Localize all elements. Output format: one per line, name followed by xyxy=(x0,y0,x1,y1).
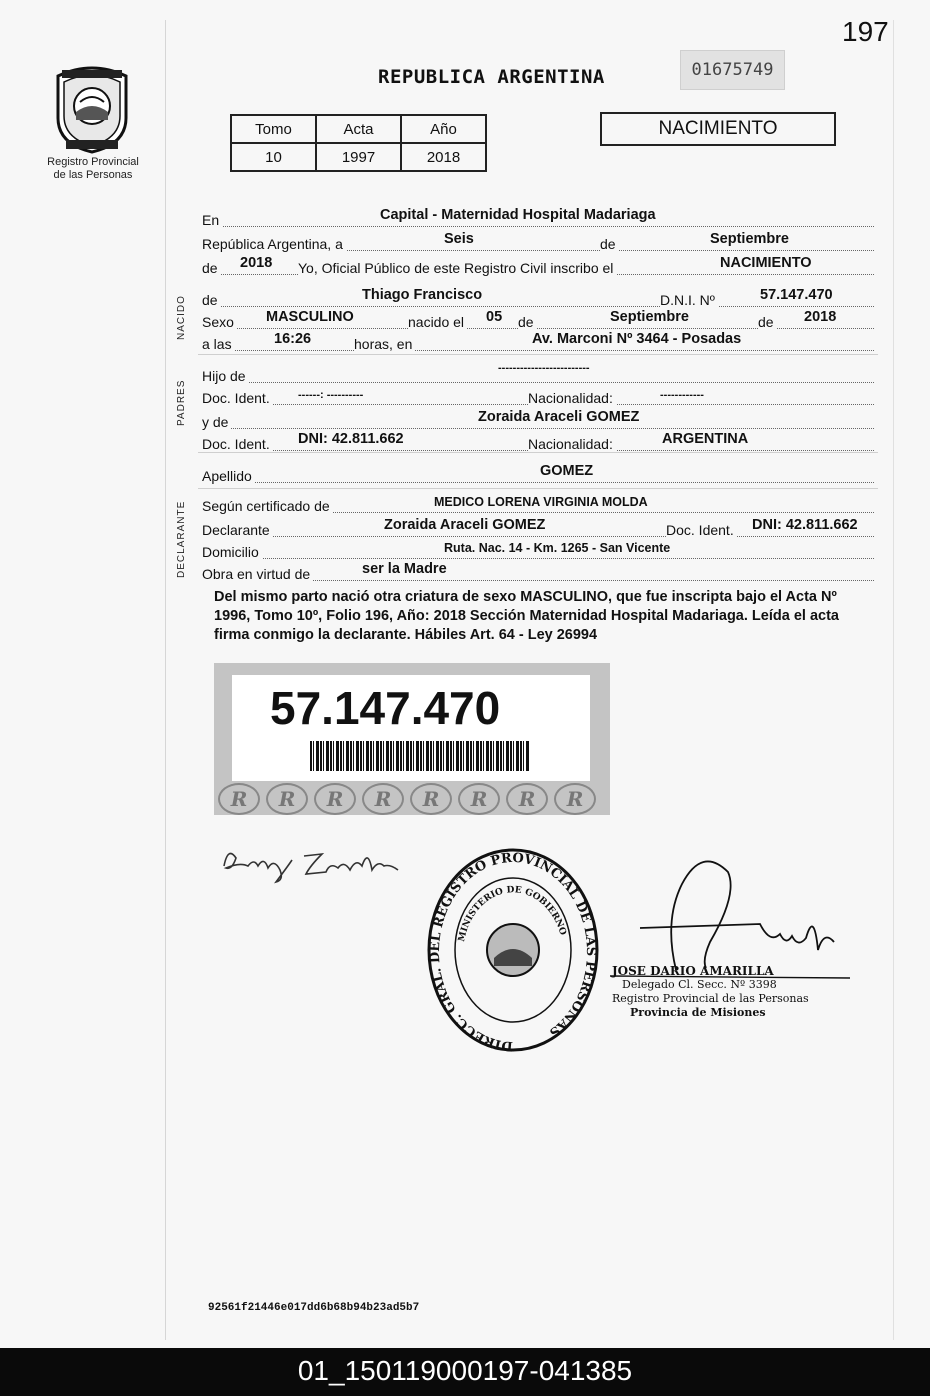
anio-header: Año xyxy=(401,115,486,143)
sexo-label: Sexo xyxy=(202,314,237,330)
birth-year: 2018 xyxy=(804,309,837,325)
country-title: REPUBLICA ARGENTINA xyxy=(378,66,605,88)
father-value: ------------------------- xyxy=(498,362,590,374)
inscribe-value: NACIMIENTO xyxy=(720,255,812,271)
row-father-doc xyxy=(202,382,874,405)
nacido-label: nacido el xyxy=(408,314,467,330)
de-label-5: de xyxy=(758,314,777,330)
stamp-outer-text: DIRECC. GRAL. DEL REGISTRO PROVINCIAL DE LAS PERSONAS xyxy=(427,850,599,1054)
tomo-value: 10 xyxy=(231,143,316,171)
margin-line-right xyxy=(893,20,894,1340)
sexo-value: MASCULINO xyxy=(266,309,354,325)
dni-card xyxy=(214,663,610,815)
acta-value: 1997 xyxy=(316,143,401,171)
republica-label: República Argentina, a xyxy=(202,236,346,252)
section-separator xyxy=(198,488,878,489)
declarante-doc: DNI: 42.811.662 xyxy=(752,517,858,533)
row-mother-doc xyxy=(202,428,874,451)
declarant-signature xyxy=(218,836,418,892)
child-dni: 57.147.470 xyxy=(760,287,833,303)
hijo-label: Hijo de xyxy=(202,368,249,384)
declarante-label: Declarante xyxy=(202,522,273,538)
official-province: Provincia de Misiones xyxy=(630,1006,766,1019)
year-value: 2018 xyxy=(240,255,273,271)
row-mother xyxy=(202,406,874,429)
a-las-label: a las xyxy=(202,336,235,352)
doc-ident-label-1: Doc. Ident. xyxy=(202,390,273,406)
book-reference-table xyxy=(230,114,487,172)
de-label-2: de xyxy=(202,260,221,276)
barcode xyxy=(310,741,530,771)
row-name xyxy=(202,284,874,307)
row-father xyxy=(202,360,874,383)
cert-label: Según certificado de xyxy=(202,498,333,514)
section-separator xyxy=(198,354,878,355)
mother-doc-value: DNI: 42.811.662 xyxy=(298,431,404,447)
de-label-3: de xyxy=(202,292,221,308)
acta-header: Acta xyxy=(316,115,401,143)
father-doc-value: ------: ---------- xyxy=(298,389,364,401)
row-declarant xyxy=(202,514,874,537)
child-name: Thiago Francisco xyxy=(362,287,483,303)
anio-value: 2018 xyxy=(401,143,486,171)
additional-note: Del mismo parto nació otra criatura de sexo MASCULINO, que fue inscripta bajo el Acta Nº 1996, Tomo 10º, Folio 196, Año: 2018 Sección Maternidad Hospital Madariaga. Leída el acta firma conmigo la declarante. Hábiles Art. 64 - Ley 26994 xyxy=(214,589,839,643)
row-place xyxy=(202,204,874,227)
row-date xyxy=(202,228,874,251)
security-mark: R xyxy=(410,783,452,815)
document-hash: 92561f21446e017dd6b68b94b23ad5b7 xyxy=(208,1302,420,1314)
obra-label: Obra en virtud de xyxy=(202,566,313,582)
registry-name-line2: de las Personas xyxy=(53,169,133,181)
file-id-bar: 01_150119000197-041385 xyxy=(0,1348,930,1396)
row-certificate xyxy=(202,490,874,513)
en-label: En xyxy=(202,212,222,228)
mother-value: Zoraida Araceli GOMEZ xyxy=(478,409,640,425)
registry-name xyxy=(30,156,156,182)
row-surname xyxy=(202,460,874,483)
security-pattern xyxy=(214,783,614,815)
official-block xyxy=(612,964,862,1020)
side-label-nacido: NACIDO xyxy=(176,295,187,340)
side-label-declarante: DECLARANTE xyxy=(176,500,187,578)
apellido-value: GOMEZ xyxy=(540,463,594,479)
page-number: 197 xyxy=(842,16,889,47)
dni-card-inner xyxy=(232,675,590,781)
security-mark: R xyxy=(218,783,260,815)
side-label-padres: PADRES xyxy=(176,379,187,426)
de-label-4: de xyxy=(518,314,537,330)
father-nationality: ------------ xyxy=(660,389,704,401)
nacionalidad-label-1: Nacionalidad: xyxy=(528,390,616,406)
de-label-1: de xyxy=(600,236,619,252)
official-role: Delegado Cl. Secc. Nº 3398 xyxy=(622,978,777,991)
serial-number: 01675749 xyxy=(680,50,785,90)
time-value: 16:26 xyxy=(274,331,312,347)
birth-month: Septiembre xyxy=(610,309,689,325)
security-mark: R xyxy=(458,783,500,815)
security-mark: R xyxy=(314,783,356,815)
day-value: Seis xyxy=(444,231,474,247)
official-name: JOSE DARIO AMARILLA xyxy=(612,964,774,978)
row-sex xyxy=(202,306,874,329)
nacionalidad-label-2: Nacionalidad: xyxy=(528,436,616,452)
tomo-header: Tomo xyxy=(231,115,316,143)
stamp-inner-text: MINISTERIO DE GOBIERNO xyxy=(457,885,568,943)
doc-ident-label-2: Doc. Ident. xyxy=(202,436,273,452)
apellido-label: Apellido xyxy=(202,468,255,484)
section-separator xyxy=(198,452,878,453)
cert-value: MEDICO LORENA VIRGINIA MOLDA xyxy=(434,495,648,509)
official-signature xyxy=(610,850,850,980)
row-obra xyxy=(202,558,874,581)
security-mark: R xyxy=(554,783,596,815)
month-value: Septiembre xyxy=(710,231,789,247)
registry-seal-logo xyxy=(52,62,132,154)
registry-name-line1: Registro Provincial xyxy=(47,156,139,168)
security-mark: R xyxy=(506,783,548,815)
horas-label: horas, en xyxy=(354,336,415,352)
dni-card-number: 57.147.470 xyxy=(270,682,501,734)
place-value: Capital - Maternidad Hospital Madariaga xyxy=(380,207,656,223)
official-stamp xyxy=(424,846,602,1054)
declarante-value: Zoraida Araceli GOMEZ xyxy=(384,517,546,533)
margin-line-left xyxy=(165,20,166,1340)
birth-place: Av. Marconi Nº 3464 - Posadas xyxy=(532,331,742,347)
mother-nationality: ARGENTINA xyxy=(662,431,749,447)
row-domicile xyxy=(202,536,874,559)
obra-value: ser la Madre xyxy=(362,561,447,577)
birth-day: 05 xyxy=(486,309,503,325)
oficial-text: Yo, Oficial Público de este Registro Civil inscribo el xyxy=(298,260,616,276)
official-org: Registro Provincial de las Personas xyxy=(612,992,809,1005)
row-year xyxy=(202,252,874,275)
domicilio-label: Domicilio xyxy=(202,544,262,560)
dni-label: D.N.I. Nº xyxy=(660,292,718,308)
security-mark: R xyxy=(362,783,404,815)
security-mark: R xyxy=(266,783,308,815)
doc-ident-label-3: Doc. Ident. xyxy=(666,522,737,538)
yde-label: y de xyxy=(202,414,231,430)
row-time xyxy=(202,328,874,351)
domicilio-value: Ruta. Nac. 14 - Km. 1265 - San Vicente xyxy=(444,541,671,555)
act-type-box: NACIMIENTO xyxy=(600,112,836,146)
